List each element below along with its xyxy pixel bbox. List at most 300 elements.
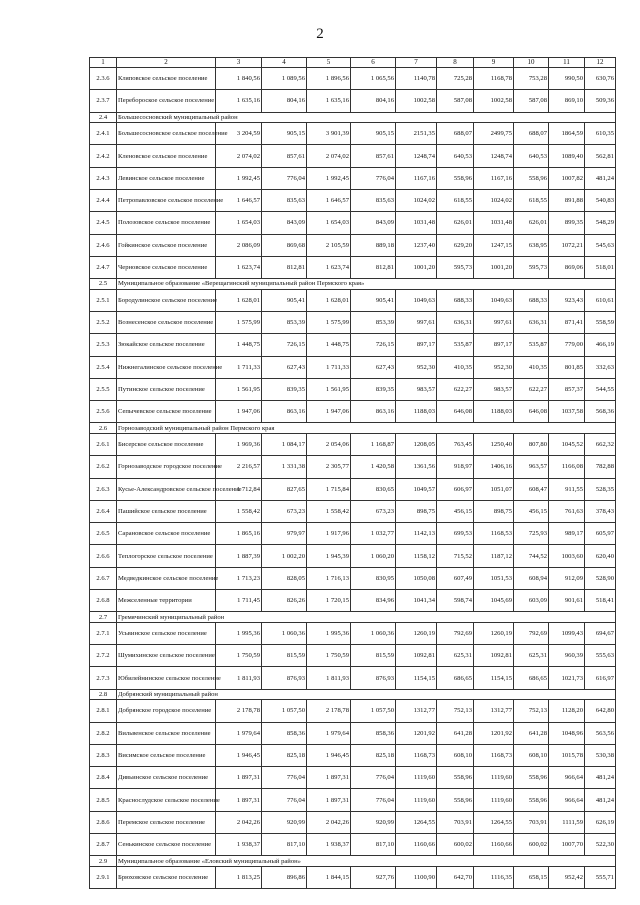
value-cell: 830,65 [351,478,396,500]
value-cell: 540,83 [585,189,616,211]
value-cell: 518,01 [585,256,616,278]
value-cell: 626,01 [437,212,474,234]
value-cell: 1050,08 [396,567,437,589]
value-cell: 1166,08 [549,456,585,478]
value-cell: 3 204,59 [216,123,262,145]
value-cell: 1260,19 [474,622,514,644]
value-cell: 911,55 [549,478,585,500]
row-code: 2.7 [90,612,117,623]
value-cell: 481,24 [585,767,616,789]
value-cell: 1 840,56 [216,68,262,90]
value-cell: 898,75 [474,500,514,522]
value-cell: 587,08 [514,90,549,112]
value-cell: 979,97 [262,523,307,545]
value-cell: 535,87 [437,334,474,356]
value-cell: 642,80 [585,700,616,722]
column-header: 1 [90,58,117,68]
value-cell: 332,63 [585,356,616,378]
value-cell: 466,19 [585,334,616,356]
value-cell: 1 979,64 [307,722,351,744]
value-cell: 605,97 [585,523,616,545]
value-cell: 1140,78 [396,68,437,90]
value-cell: 763,45 [437,433,474,455]
row-code: 2.5.5 [90,378,117,400]
column-header: 12 [585,58,616,68]
table-row [90,722,616,744]
value-cell: 804,16 [351,90,396,112]
value-cell: 610,35 [585,123,616,145]
value-cell: 863,16 [262,401,307,423]
value-cell: 1 558,42 [216,500,262,522]
value-cell: 804,16 [262,90,307,112]
value-cell: 1 969,36 [216,433,262,455]
value-cell: 782,88 [585,456,616,478]
table-row [90,767,616,789]
value-cell: 2 054,06 [307,433,351,455]
settlement-name: Бородулинское сельское поселение [117,289,216,311]
value-cell: 1250,40 [474,433,514,455]
value-cell: 673,23 [351,500,396,522]
value-cell: 1248,74 [474,145,514,167]
value-cell: 595,73 [437,256,474,278]
value-cell: 528,90 [585,567,616,589]
value-cell: 1406,16 [474,456,514,478]
value-cell: 983,57 [474,378,514,400]
value-cell: 587,08 [437,90,474,112]
value-cell: 1312,77 [474,700,514,722]
value-cell: 1 992,45 [307,167,351,189]
value-cell: 1 938,37 [216,834,262,856]
column-header: 7 [396,58,437,68]
table-row [90,478,616,500]
value-cell: 640,53 [514,145,549,167]
value-cell: 1 946,45 [216,744,262,766]
value-cell: 1 623,74 [307,256,351,278]
value-cell: 828,05 [262,567,307,589]
value-cell: 761,63 [549,500,585,522]
value-cell: 1 947,06 [307,401,351,423]
value-cell: 2 074,02 [307,145,351,167]
value-cell: 1003,60 [549,545,585,567]
value-cell: 897,17 [474,334,514,356]
value-cell: 1116,35 [474,866,514,888]
settlement-name: Кленовское сельское поселение [117,145,216,167]
value-cell: 410,35 [514,356,549,378]
column-header: 6 [351,58,396,68]
settlement-name: Дивьинское сельское поселение [117,767,216,789]
value-cell: 694,67 [585,622,616,644]
section-row [90,612,616,623]
value-cell: 843,09 [262,212,307,234]
value-cell: 1002,58 [396,90,437,112]
value-cell: 1 635,16 [216,90,262,112]
value-cell: 812,81 [262,256,307,278]
value-cell: 905,15 [351,123,396,145]
column-header: 3 [216,58,262,68]
value-cell: 801,85 [549,356,585,378]
row-code: 2.4.5 [90,212,117,234]
value-cell: 817,10 [262,834,307,856]
column-header: 4 [262,58,307,68]
row-code: 2.8.1 [90,700,117,722]
table-row [90,212,616,234]
section-row [90,856,616,867]
value-cell: 1 897,31 [307,789,351,811]
settlement-name: Зюкайское сельское поселение [117,334,216,356]
value-cell: 1 060,36 [351,622,396,644]
value-cell: 1247,15 [474,234,514,256]
value-cell: 1188,03 [474,401,514,423]
tariff-table [89,57,616,889]
value-cell: 997,61 [474,311,514,333]
table-row [90,123,616,145]
value-cell: 1 628,01 [216,289,262,311]
settlement-name: Юбилейнинское сельское поселение [117,667,216,689]
value-cell: 607,49 [437,567,474,589]
value-cell: 688,07 [437,123,474,145]
row-code: 2.4.3 [90,167,117,189]
row-code: 2.5.3 [90,334,117,356]
value-cell: 1 897,31 [216,767,262,789]
value-cell: 1002,58 [474,90,514,112]
value-cell: 912,09 [549,567,585,589]
row-code: 2.6 [90,423,117,434]
value-cell: 558,96 [514,167,549,189]
value-cell: 966,64 [549,789,585,811]
value-cell: 1001,20 [396,256,437,278]
value-cell: 528,35 [585,478,616,500]
value-cell: 744,52 [514,545,549,567]
value-cell: 2 042,26 [216,811,262,833]
column-header: 2 [117,58,216,68]
row-code: 2.9 [90,856,117,867]
value-cell: 544,55 [585,378,616,400]
value-cell: 618,55 [514,189,549,211]
value-cell: 869,10 [549,90,585,112]
value-cell: 815,59 [262,645,307,667]
row-code: 2.8.4 [90,767,117,789]
value-cell: 815,59 [351,645,396,667]
value-cell: 1 084,17 [262,433,307,455]
settlement-name: Бисерское сельское поселение [117,433,216,455]
settlement-name: Пашийское сельское поселение [117,500,216,522]
value-cell: 688,33 [514,289,549,311]
table-row [90,590,616,612]
value-cell: 558,96 [514,789,549,811]
row-code: 2.8 [90,689,117,700]
value-cell: 1248,74 [396,145,437,167]
row-code: 2.5 [90,279,117,290]
value-cell: 1119,60 [474,789,514,811]
table-row [90,356,616,378]
value-cell: 1031,48 [474,212,514,234]
value-cell: 997,61 [396,311,437,333]
value-cell: 627,43 [351,356,396,378]
value-cell: 646,08 [437,401,474,423]
value-cell: 776,04 [351,767,396,789]
value-cell: 563,56 [585,722,616,744]
value-cell: 688,07 [514,123,549,145]
value-cell: 830,95 [351,567,396,589]
value-cell: 792,69 [437,622,474,644]
settlement-name: Перебороское сельское поселение [117,90,216,112]
value-cell: 835,63 [351,189,396,211]
row-code: 2.7.1 [90,622,117,644]
value-cell: 1 065,56 [351,68,396,90]
value-cell: 1 448,75 [216,334,262,356]
value-cell: 558,96 [437,789,474,811]
row-code: 2.5.1 [90,289,117,311]
value-cell: 1 635,16 [307,90,351,112]
value-cell: 857,37 [549,378,585,400]
value-cell: 1 946,45 [307,744,351,766]
column-header: 5 [307,58,351,68]
value-cell: 1031,48 [396,212,437,234]
settlement-name: Нижнегалинское сельское поселение [117,356,216,378]
value-cell: 889,18 [351,234,396,256]
value-cell: 688,33 [437,289,474,311]
settlement-name: Путинское сельское поселение [117,378,216,400]
value-cell: 606,97 [437,478,474,500]
value-cell: 1 057,50 [351,700,396,722]
value-cell: 1048,96 [549,722,585,744]
value-cell: 616,97 [585,667,616,689]
value-cell: 636,31 [437,311,474,333]
row-code: 2.4.7 [90,256,117,278]
value-cell: 600,02 [514,834,549,856]
table-row [90,545,616,567]
row-code: 2.6.4 [90,500,117,522]
value-cell: 1187,12 [474,545,514,567]
table-row [90,789,616,811]
value-cell: 2 086,09 [216,234,262,256]
value-cell: 1 811,93 [307,667,351,689]
row-code: 2.8.7 [90,834,117,856]
settlement-name: Шумихинское сельское поселение [117,645,216,667]
value-cell: 952,42 [549,866,585,888]
section-row [90,689,616,700]
value-cell: 608,10 [437,744,474,766]
value-cell: 629,20 [437,234,474,256]
section-title: Муниципальное образование «Верещагинский муниципальный район Пермского края» [117,279,616,290]
value-cell: 898,75 [396,500,437,522]
value-cell: 598,74 [437,590,474,612]
row-code: 2.4.2 [90,145,117,167]
table-row [90,834,616,856]
value-cell: 920,99 [262,811,307,833]
value-cell: 1 558,42 [307,500,351,522]
value-cell: 638,95 [514,234,549,256]
value-cell: 558,96 [514,767,549,789]
value-cell: 1 002,20 [262,545,307,567]
table-row [90,68,616,90]
settlement-name: Вознесенское сельское поселение [117,311,216,333]
value-cell: 1 561,95 [307,378,351,400]
value-cell: 410,35 [437,356,474,378]
settlement-name: Большесосновское сельское поселение [117,123,216,145]
value-cell: 1167,16 [396,167,437,189]
value-cell: 1045,52 [549,433,585,455]
column-header: 11 [549,58,585,68]
value-cell: 1051,53 [474,567,514,589]
value-cell: 920,99 [351,811,396,833]
settlement-name: Межселенные территории [117,590,216,612]
value-cell: 481,24 [585,167,616,189]
value-cell: 518,41 [585,590,616,612]
value-cell: 726,15 [262,334,307,356]
value-cell: 1007,82 [549,167,585,189]
value-cell: 620,40 [585,545,616,567]
value-cell: 1041,34 [396,590,437,612]
value-cell: 1264,55 [474,811,514,833]
settlement-name: Сепычевское сельское поселение [117,401,216,423]
value-cell: 776,04 [351,789,396,811]
value-cell: 530,38 [585,744,616,766]
value-cell: 896,86 [262,866,307,888]
settlement-name: Кусье-Александровское сельское поселение [117,478,216,500]
value-cell: 1 865,16 [216,523,262,545]
value-cell: 1 995,36 [307,622,351,644]
value-cell: 1119,60 [396,789,437,811]
value-cell: 1 646,57 [216,189,262,211]
row-code: 2.8.6 [90,811,117,833]
value-cell: 2 178,78 [216,700,262,722]
column-header-row [90,58,616,68]
value-cell: 857,61 [351,145,396,167]
value-cell: 1049,63 [474,289,514,311]
value-cell: 522,30 [585,834,616,856]
value-cell: 481,24 [585,789,616,811]
value-cell: 1037,58 [549,401,585,423]
row-code: 2.6.5 [90,523,117,545]
value-cell: 1 060,20 [351,545,396,567]
section-row [90,112,616,123]
value-cell: 1208,05 [396,433,437,455]
value-cell: 1024,02 [396,189,437,211]
value-cell: 378,43 [585,500,616,522]
value-cell: 825,18 [351,744,396,766]
settlement-name: Краснослудское сельское поселение [117,789,216,811]
value-cell: 1 979,64 [216,722,262,744]
value-cell: 952,30 [474,356,514,378]
value-cell: 1 715,84 [307,478,351,500]
value-cell: 1167,16 [474,167,514,189]
value-cell: 1 331,38 [262,456,307,478]
value-cell: 1119,60 [396,767,437,789]
row-code: 2.6.2 [90,456,117,478]
value-cell: 2 305,77 [307,456,351,478]
value-cell: 555,71 [585,866,616,888]
row-code: 2.8.3 [90,744,117,766]
value-cell: 1 813,25 [216,866,262,888]
value-cell: 703,91 [514,811,549,833]
value-cell: 1045,69 [474,590,514,612]
value-cell: 636,31 [514,311,549,333]
value-cell: 641,28 [514,722,549,744]
value-cell: 891,88 [549,189,585,211]
value-cell: 726,15 [351,334,396,356]
value-cell: 876,93 [351,667,396,689]
table-row [90,744,616,766]
value-cell: 627,43 [262,356,307,378]
column-header: 10 [514,58,549,68]
value-cell: 1015,78 [549,744,585,766]
settlement-name: Левинское сельское поселение [117,167,216,189]
table-row [90,667,616,689]
table-row [90,523,616,545]
row-code: 2.7.2 [90,645,117,667]
settlement-name: Медведкинское сельское поселение [117,567,216,589]
value-cell: 642,70 [437,866,474,888]
value-cell: 905,15 [262,123,307,145]
value-cell: 1092,81 [396,645,437,667]
section-title: Горнозаводский муниципальный район Пермского края [117,423,616,434]
value-cell: 562,81 [585,145,616,167]
value-cell: 625,31 [514,645,549,667]
value-cell: 1 887,39 [216,545,262,567]
value-cell: 834,96 [351,590,396,612]
value-cell: 1312,77 [396,700,437,722]
value-cell: 1160,66 [474,834,514,856]
row-code: 2.4.4 [90,189,117,211]
value-cell: 456,15 [514,500,549,522]
value-cell: 658,15 [514,866,549,888]
value-cell: 1260,19 [396,622,437,644]
value-cell: 1864,59 [549,123,585,145]
section-row [90,423,616,434]
value-cell: 1 896,56 [307,68,351,90]
table-row [90,167,616,189]
value-cell: 839,35 [262,378,307,400]
value-cell: 1168,73 [474,744,514,766]
value-cell: 2151,35 [396,123,437,145]
value-cell: 1 938,37 [307,834,351,856]
value-cell: 857,61 [262,145,307,167]
value-cell: 1 711,45 [216,590,262,612]
table-row [90,256,616,278]
table-row [90,622,616,644]
value-cell: 1 623,74 [216,256,262,278]
value-cell: 869,68 [262,234,307,256]
value-cell: 1 844,15 [307,866,351,888]
row-code: 2.7.3 [90,667,117,689]
column-header: 9 [474,58,514,68]
value-cell: 1264,55 [396,811,437,833]
value-cell: 608,10 [514,744,549,766]
table-row [90,645,616,667]
value-cell: 1 811,93 [216,667,262,689]
value-cell: 608,94 [514,567,549,589]
row-code: 2.4 [90,112,117,123]
value-cell: 826,26 [262,590,307,612]
value-cell: 558,96 [437,167,474,189]
value-cell: 662,32 [585,433,616,455]
value-cell: 1160,66 [396,834,437,856]
value-cell: 752,13 [514,700,549,722]
settlement-name: Брюховское сельское поселение [117,866,216,888]
value-cell: 608,47 [514,478,549,500]
value-cell: 2 216,57 [216,456,262,478]
table-body [90,58,616,889]
value-cell: 905,41 [262,289,307,311]
row-code: 2.8.5 [90,789,117,811]
value-cell: 1237,40 [396,234,437,256]
settlement-name: Полозовское сельское поселение [117,212,216,234]
row-code: 2.4.6 [90,234,117,256]
table-row [90,234,616,256]
value-cell: 625,31 [437,645,474,667]
row-code: 2.9.1 [90,866,117,888]
